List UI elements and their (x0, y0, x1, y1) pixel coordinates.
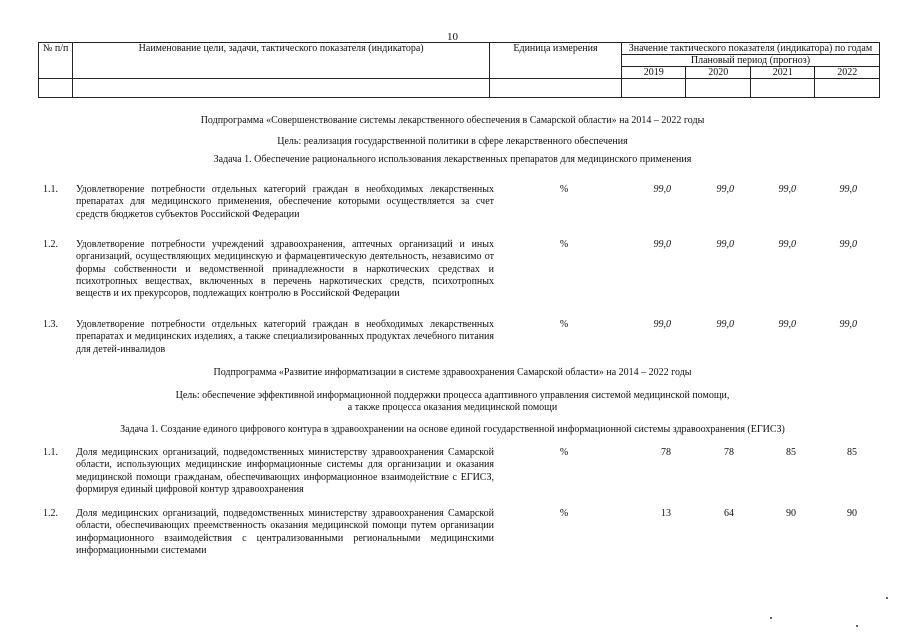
header-spacer-cell (490, 79, 622, 98)
header-year-2021: 2021 (750, 67, 815, 79)
row-unit: % (559, 239, 569, 250)
subprogram-2-title: Подпрограмма «Развитие информатизации в системе здравоохранения Самарской области» на 2014 – 2022 годы (213, 367, 692, 378)
header-year-2020: 2020 (686, 67, 751, 79)
header-spacer-cell (39, 79, 73, 98)
header-value-column: Значение тактического показателя (индикатора) по годам (621, 43, 879, 55)
value-2021: 99,0 (778, 319, 796, 330)
subprogram-1-task: Задача 1. Обеспечение рационального использования лекарственных препаратов для медицинского применения (213, 154, 692, 165)
value-2022: 99,0 (839, 184, 857, 195)
row-number: 1.2. (43, 508, 58, 519)
value-2019: 78 (661, 447, 671, 458)
value-2020: 99,0 (716, 184, 734, 195)
value-2020: 99,0 (716, 239, 734, 250)
value-2022: 85 (847, 447, 857, 458)
subprogram-2-goal-line1: Цель: обеспечение эффективной информационной поддержки процесса адаптивного управления системой медицинской помощи, (175, 390, 730, 401)
value-2021: 99,0 (778, 239, 796, 250)
value-2022: 99,0 (839, 319, 857, 330)
row-text: Доля медицинских организаций, подведомственных министерству здравоохранения Самарской области, обеспечивающих преемственность оказания медицинской помощи путем организации информационного взаимодействия с централизованными региональными медицинскими информационными системами (76, 508, 494, 556)
header-unit-column: Единица измерения (490, 43, 622, 79)
value-2019: 99,0 (653, 319, 671, 330)
subprogram-2-goal-line2: а также процесса оказания медицинской помощи (347, 402, 558, 413)
indicator-table-header (38, 42, 880, 98)
header-year-2022: 2022 (815, 67, 880, 79)
header-spacer-cell (621, 79, 686, 98)
row-unit: % (559, 447, 569, 458)
value-2020: 78 (724, 447, 734, 458)
value-2021: 90 (786, 508, 796, 519)
header-planned-period: Плановый период (прогноз) (621, 55, 879, 67)
row-text: Удовлетворение потребности учреждений здравоохранения, аптечных организаций и иных организаций, осуществляющих медицинскую и фармацевтическую деятельность, независимо от формы собственности и ведомственной принадлежности в наркотических средствах и психотропных веществах, включенных в перечень наркотических средств, психотропных веществ и их прекурсоров, подлежащих контролю в Российской Федерации (76, 239, 494, 300)
scan-speck (856, 625, 858, 627)
subprogram-1-goal: Цель: реализация государственной политики в сфере лекарственного обеспечения (277, 136, 628, 147)
value-2022: 99,0 (839, 239, 857, 250)
row-unit: % (559, 319, 569, 330)
value-2021: 85 (786, 447, 796, 458)
scan-speck (886, 597, 888, 599)
row-number: 1.2. (43, 239, 58, 250)
subprogram-2-task: Задача 1. Создание единого цифрового контура в здравоохранении на основе единой государственной информационной системы здравоохранения (ЕГИСЗ) (120, 424, 785, 435)
row-number: 1.1. (43, 184, 58, 195)
header-spacer-cell (815, 79, 880, 98)
value-2019: 99,0 (653, 239, 671, 250)
row-number: 1.3. (43, 319, 58, 330)
value-2019: 99,0 (653, 184, 671, 195)
subprogram-1-title: Подпрограмма «Совершенствование системы лекарственного обеспечения в Самарской области» на 2014 – 2022 годы (200, 115, 705, 126)
value-2020: 99,0 (716, 319, 734, 330)
header-spacer-cell (750, 79, 815, 98)
header-num-column: № п/п (39, 43, 73, 79)
row-text: Удовлетворение потребности отдельных категорий граждан в необходимых лекарственных препаратах для медицинского применения, обеспечение которыми осуществляется за счет средств бюджетов субъектов Российской Федерации (76, 184, 494, 220)
row-text: Удовлетворение потребности отдельных категорий граждан в необходимых лекарственных препаратах и медицинских изделиях, а также специализированных продуктах лечебного питания для детей-инвалидов (76, 319, 494, 355)
row-unit: % (559, 508, 569, 519)
value-2020: 64 (724, 508, 734, 519)
header-spacer-cell (73, 79, 490, 98)
scan-speck (770, 617, 772, 619)
header-year-2019: 2019 (621, 67, 686, 79)
header-name-column: Наименование цели, задачи, тактического показателя (индикатора) (73, 43, 490, 79)
header-spacer-cell (686, 79, 751, 98)
row-unit: % (559, 184, 569, 195)
row-number: 1.1. (43, 447, 58, 458)
value-2021: 99,0 (778, 184, 796, 195)
row-text: Доля медицинских организаций, подведомственных министерству здравоохранения Самарской области, использующих медицинские информационные системы для организации и оказания медицинской помощи гражданам, обеспечивающих информационное взаимодействие с ЕГИСЗ, формируя единый цифровой контур здравоохранения (76, 447, 494, 495)
value-2022: 90 (847, 508, 857, 519)
page-number: 10 (447, 31, 458, 43)
value-2019: 13 (661, 508, 671, 519)
